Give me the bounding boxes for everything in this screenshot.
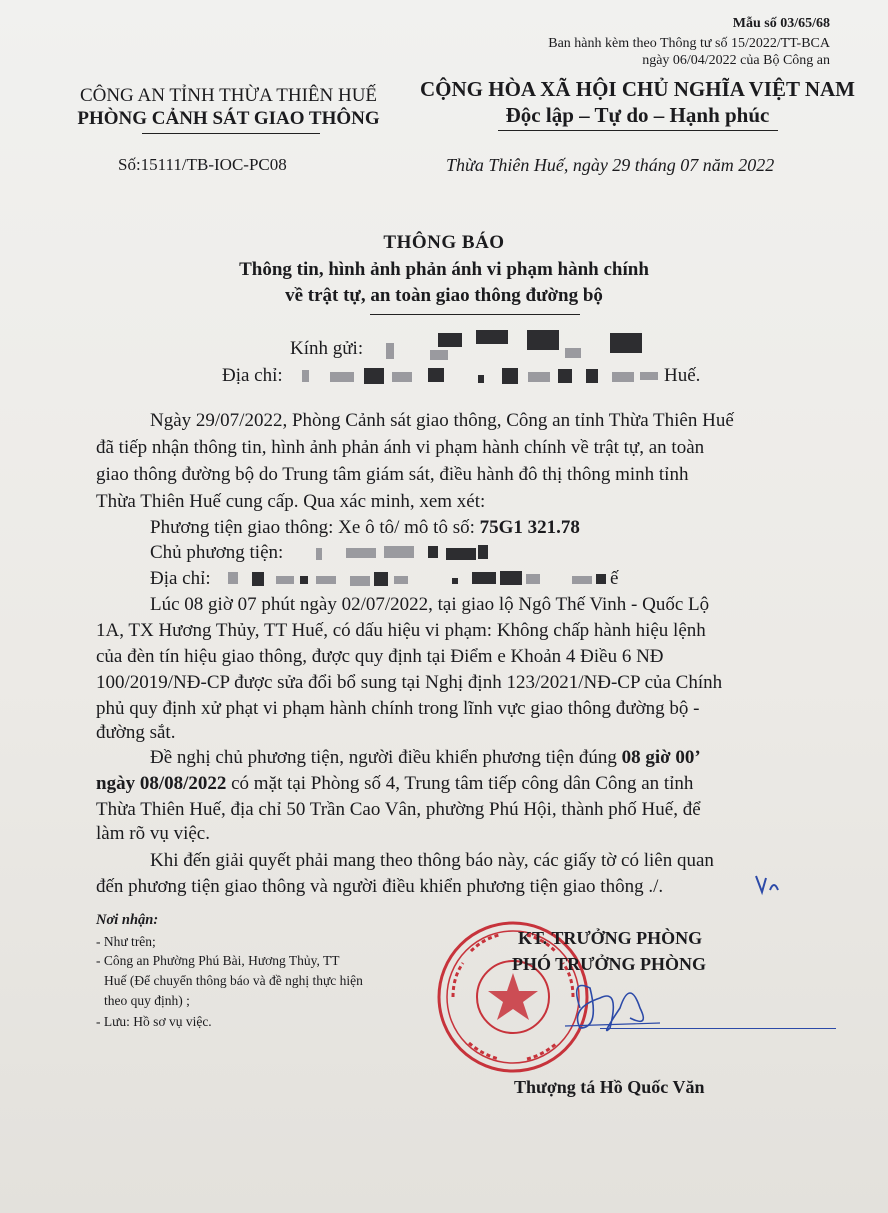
request-line3: Thừa Thiên Huế, địa chỉ 50 Trần Cao Vân, phường Phú Hội, thành phố Huế, để xyxy=(96,799,701,820)
country-name: CỘNG HÒA XÃ HỘI CHỦ NGHĨA VIỆT NAM xyxy=(419,77,856,101)
violation-line5: phủ quy định xử phạt vi phạm hành chính trong lĩnh vực giao thông đường bộ - xyxy=(96,698,700,719)
issued-by-line1: Ban hành kèm theo Thông tư số 15/2022/TT-BCA xyxy=(548,36,830,51)
document-subtitle-line1: Thông tin, hình ảnh phản ánh vi phạm hành chính xyxy=(239,259,649,280)
signature-title1: KT. TRƯỞNG PHÒNG xyxy=(518,928,703,948)
vehicle-label: Phương tiện giao thông: Xe ô tô/ mô tô số: xyxy=(150,517,480,538)
national-motto: Độc lập – Tự do – Hạnh phúc xyxy=(505,103,770,127)
motto-underline xyxy=(498,130,778,131)
body-paragraph1-line4: Thừa Thiên Huế cung cấp. Qua xác minh, xem xét: xyxy=(96,491,486,512)
signature-stroke xyxy=(600,1028,836,1029)
initials-mark xyxy=(752,868,782,898)
owner-address-label: Địa chỉ: xyxy=(150,568,211,589)
recipient-address-label: Địa chỉ: xyxy=(222,365,283,386)
title-underline xyxy=(370,314,580,315)
vehicle-plate: 75G1 321.78 xyxy=(479,517,580,538)
request-line2 xyxy=(96,773,693,795)
recipient-item1: - Như trên; xyxy=(96,934,156,949)
document-subtitle-line2: về trật tự, an toàn giao thông đường bộ xyxy=(285,285,603,306)
agency-name: CÔNG AN TỈNH THỪA THIÊN HUẾ xyxy=(79,85,378,106)
signature-icon xyxy=(560,968,670,1048)
note-line2: đến phương tiện giao thông và người điều khiển phương tiện giao thông ./. xyxy=(96,876,664,897)
place-and-date: Thừa Thiên Huế, ngày 29 tháng 07 năm 2022 xyxy=(446,155,775,175)
note-line1: Khi đến giải quyết phải mang theo thông báo này, các giấy tờ có liên quan xyxy=(150,850,714,871)
body-paragraph1-line1: Ngày 29/07/2022, Phòng Cảnh sát giao thông, Công an tỉnh Thừa Thiên Huế xyxy=(150,410,734,431)
recipient-address-tail: Huế. xyxy=(664,365,701,386)
violation-line6: đường sắt. xyxy=(96,722,176,743)
appointment-date: ngày 08/08/2022 xyxy=(96,773,227,794)
violation-line4: 100/2019/NĐ-CP được sửa đổi bổ sung tại Nghị định 123/2021/NĐ-CP của Chính xyxy=(96,672,723,693)
violation-line1: Lúc 08 giờ 07 phút ngày 02/07/2022, tại giao lộ Ngô Thế Vinh - Quốc Lộ xyxy=(150,594,710,615)
request-line4: làm rõ vụ việc. xyxy=(96,823,210,844)
request-line1 xyxy=(150,747,701,769)
request-location: có mặt tại Phòng số 4, Trung tâm tiếp công dân Công an tỉnh xyxy=(226,773,694,794)
owner-label: Chủ phương tiện: xyxy=(150,542,284,563)
agency-underline xyxy=(142,133,320,134)
recipient-item2-cont2: theo quy định) ; xyxy=(104,993,190,1008)
recipient-item2-cont: Huế (Để chuyển thông báo và đề nghị thực hiện xyxy=(104,973,363,988)
violation-line2: 1A, TX Hương Thủy, TT Huế, có dấu hiệu vi phạm: Không chấp hành hiệu lệnh xyxy=(96,620,706,641)
body-paragraph1-line2: đã tiếp nhận thông tin, hình ảnh phản ánh vi phạm hành chính về trật tự, an toàn xyxy=(96,437,705,458)
violation-line3: của đèn tín hiệu giao thông, được quy định tại Điểm e Khoản 4 Điều 6 NĐ xyxy=(96,646,664,667)
recipient-item2: - Công an Phường Phú Bài, Hương Thủy, TT xyxy=(96,953,340,968)
issued-by-line2: ngày 06/04/2022 của Bộ Công an xyxy=(642,53,830,68)
document-number: Số:15111/TB-IOC-PC08 xyxy=(118,155,287,174)
signature-title2: PHÓ TRƯỞNG PHÒNG xyxy=(512,954,707,974)
document-title: THÔNG BÁO xyxy=(383,232,505,253)
vehicle-info xyxy=(150,517,580,539)
recipient-item3: - Lưu: Hồ sơ vụ việc. xyxy=(96,1014,212,1029)
owner-address-tail: ế xyxy=(610,568,619,589)
form-number: Mẫu số 03/65/68 xyxy=(732,16,830,31)
body-paragraph1-line3: giao thông đường bộ do Trung tâm giám sát, điều hành đô thị thông minh tỉnh xyxy=(96,464,689,485)
to-label: Kính gửi: xyxy=(290,338,364,359)
signer-name: Thượng tá Hồ Quốc Văn xyxy=(514,1077,705,1097)
department-name: PHÒNG CẢNH SÁT GIAO THÔNG xyxy=(77,108,380,129)
recipients-title: Nơi nhận: xyxy=(96,912,159,928)
appointment-time: 08 giờ 00’ xyxy=(621,747,701,768)
request-text: Đề nghị chủ phương tiện, người điều khiển phương tiện đúng xyxy=(150,747,622,768)
